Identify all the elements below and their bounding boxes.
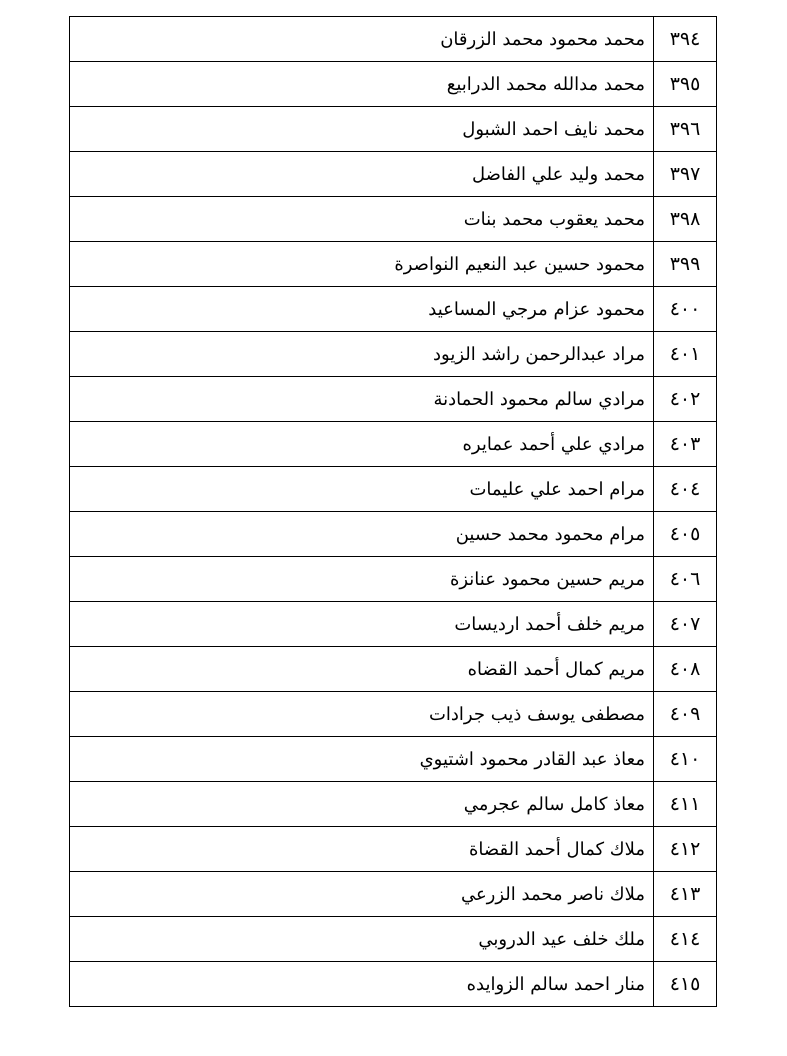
row-number: ٣٩٧	[654, 152, 717, 197]
table-row	[70, 962, 717, 1007]
row-number: ٤٠٩	[654, 692, 717, 737]
person-name: محمد محمود محمد الزرقان	[70, 17, 654, 62]
row-number: ٤٠٥	[654, 512, 717, 557]
table-row	[70, 197, 717, 242]
table-row	[70, 377, 717, 422]
person-name: محمد وليد علي الفاضل	[70, 152, 654, 197]
person-name: مراد عبدالرحمن راشد الزيود	[70, 332, 654, 377]
table-row	[70, 557, 717, 602]
table-row	[70, 512, 717, 557]
row-number: ٤١١	[654, 782, 717, 827]
person-name: مرام محمود محمد حسين	[70, 512, 654, 557]
person-name: مرادي سالم محمود الحمادنة	[70, 377, 654, 422]
row-number: ٣٩٥	[654, 62, 717, 107]
table-row	[70, 647, 717, 692]
row-number: ٤٠٢	[654, 377, 717, 422]
table-row	[70, 782, 717, 827]
row-number: ٤٠٠	[654, 287, 717, 332]
person-name: مريم حسين محمود عنانزة	[70, 557, 654, 602]
row-number: ٣٩٨	[654, 197, 717, 242]
person-name: محمود حسين عبد النعيم النواصرة	[70, 242, 654, 287]
person-name: مرام احمد علي عليمات	[70, 467, 654, 512]
row-number: ٤١٥	[654, 962, 717, 1007]
person-name: مصطفى يوسف ذيب جرادات	[70, 692, 654, 737]
row-number: ٤٠١	[654, 332, 717, 377]
row-number: ٤١٠	[654, 737, 717, 782]
person-name: مرادي علي أحمد عمايره	[70, 422, 654, 467]
names-table-body	[70, 17, 717, 1007]
table-row	[70, 467, 717, 512]
row-number: ٤٠٧	[654, 602, 717, 647]
table-row	[70, 602, 717, 647]
row-number: ٤١٢	[654, 827, 717, 872]
person-name: ملاك ناصر محمد الزرعي	[70, 872, 654, 917]
table-row	[70, 827, 717, 872]
person-name: معاذ كامل سالم عجرمي	[70, 782, 654, 827]
table-row	[70, 737, 717, 782]
row-number: ٣٩٦	[654, 107, 717, 152]
table-row	[70, 692, 717, 737]
table-row	[70, 17, 717, 62]
person-name: محمد مدالله محمد الدرابيع	[70, 62, 654, 107]
table-row	[70, 917, 717, 962]
row-number: ٤٠٨	[654, 647, 717, 692]
row-number: ٤٠٣	[654, 422, 717, 467]
person-name: ملاك كمال أحمد القضاة	[70, 827, 654, 872]
table-row	[70, 242, 717, 287]
row-number: ٤٠٦	[654, 557, 717, 602]
person-name: محمود عزام مرجي المساعيد	[70, 287, 654, 332]
row-number: ٤١٤	[654, 917, 717, 962]
person-name: منار احمد سالم الزوايده	[70, 962, 654, 1007]
person-name: محمد نايف احمد الشبول	[70, 107, 654, 152]
person-name: مريم كمال أحمد القضاه	[70, 647, 654, 692]
table-row	[70, 62, 717, 107]
person-name: مريم خلف أحمد ارديسات	[70, 602, 654, 647]
person-name: محمد يعقوب محمد بنات	[70, 197, 654, 242]
person-name: معاذ عبد القادر محمود اشتيوي	[70, 737, 654, 782]
table-row	[70, 152, 717, 197]
table-row	[70, 287, 717, 332]
table-row	[70, 332, 717, 377]
row-number: ٣٩٤	[654, 17, 717, 62]
table-row	[70, 872, 717, 917]
row-number: ٤١٣	[654, 872, 717, 917]
row-number: ٤٠٤	[654, 467, 717, 512]
names-table	[69, 16, 717, 1007]
person-name: ملك خلف عيد الدروبي	[70, 917, 654, 962]
table-row	[70, 422, 717, 467]
table-row	[70, 107, 717, 152]
row-number: ٣٩٩	[654, 242, 717, 287]
